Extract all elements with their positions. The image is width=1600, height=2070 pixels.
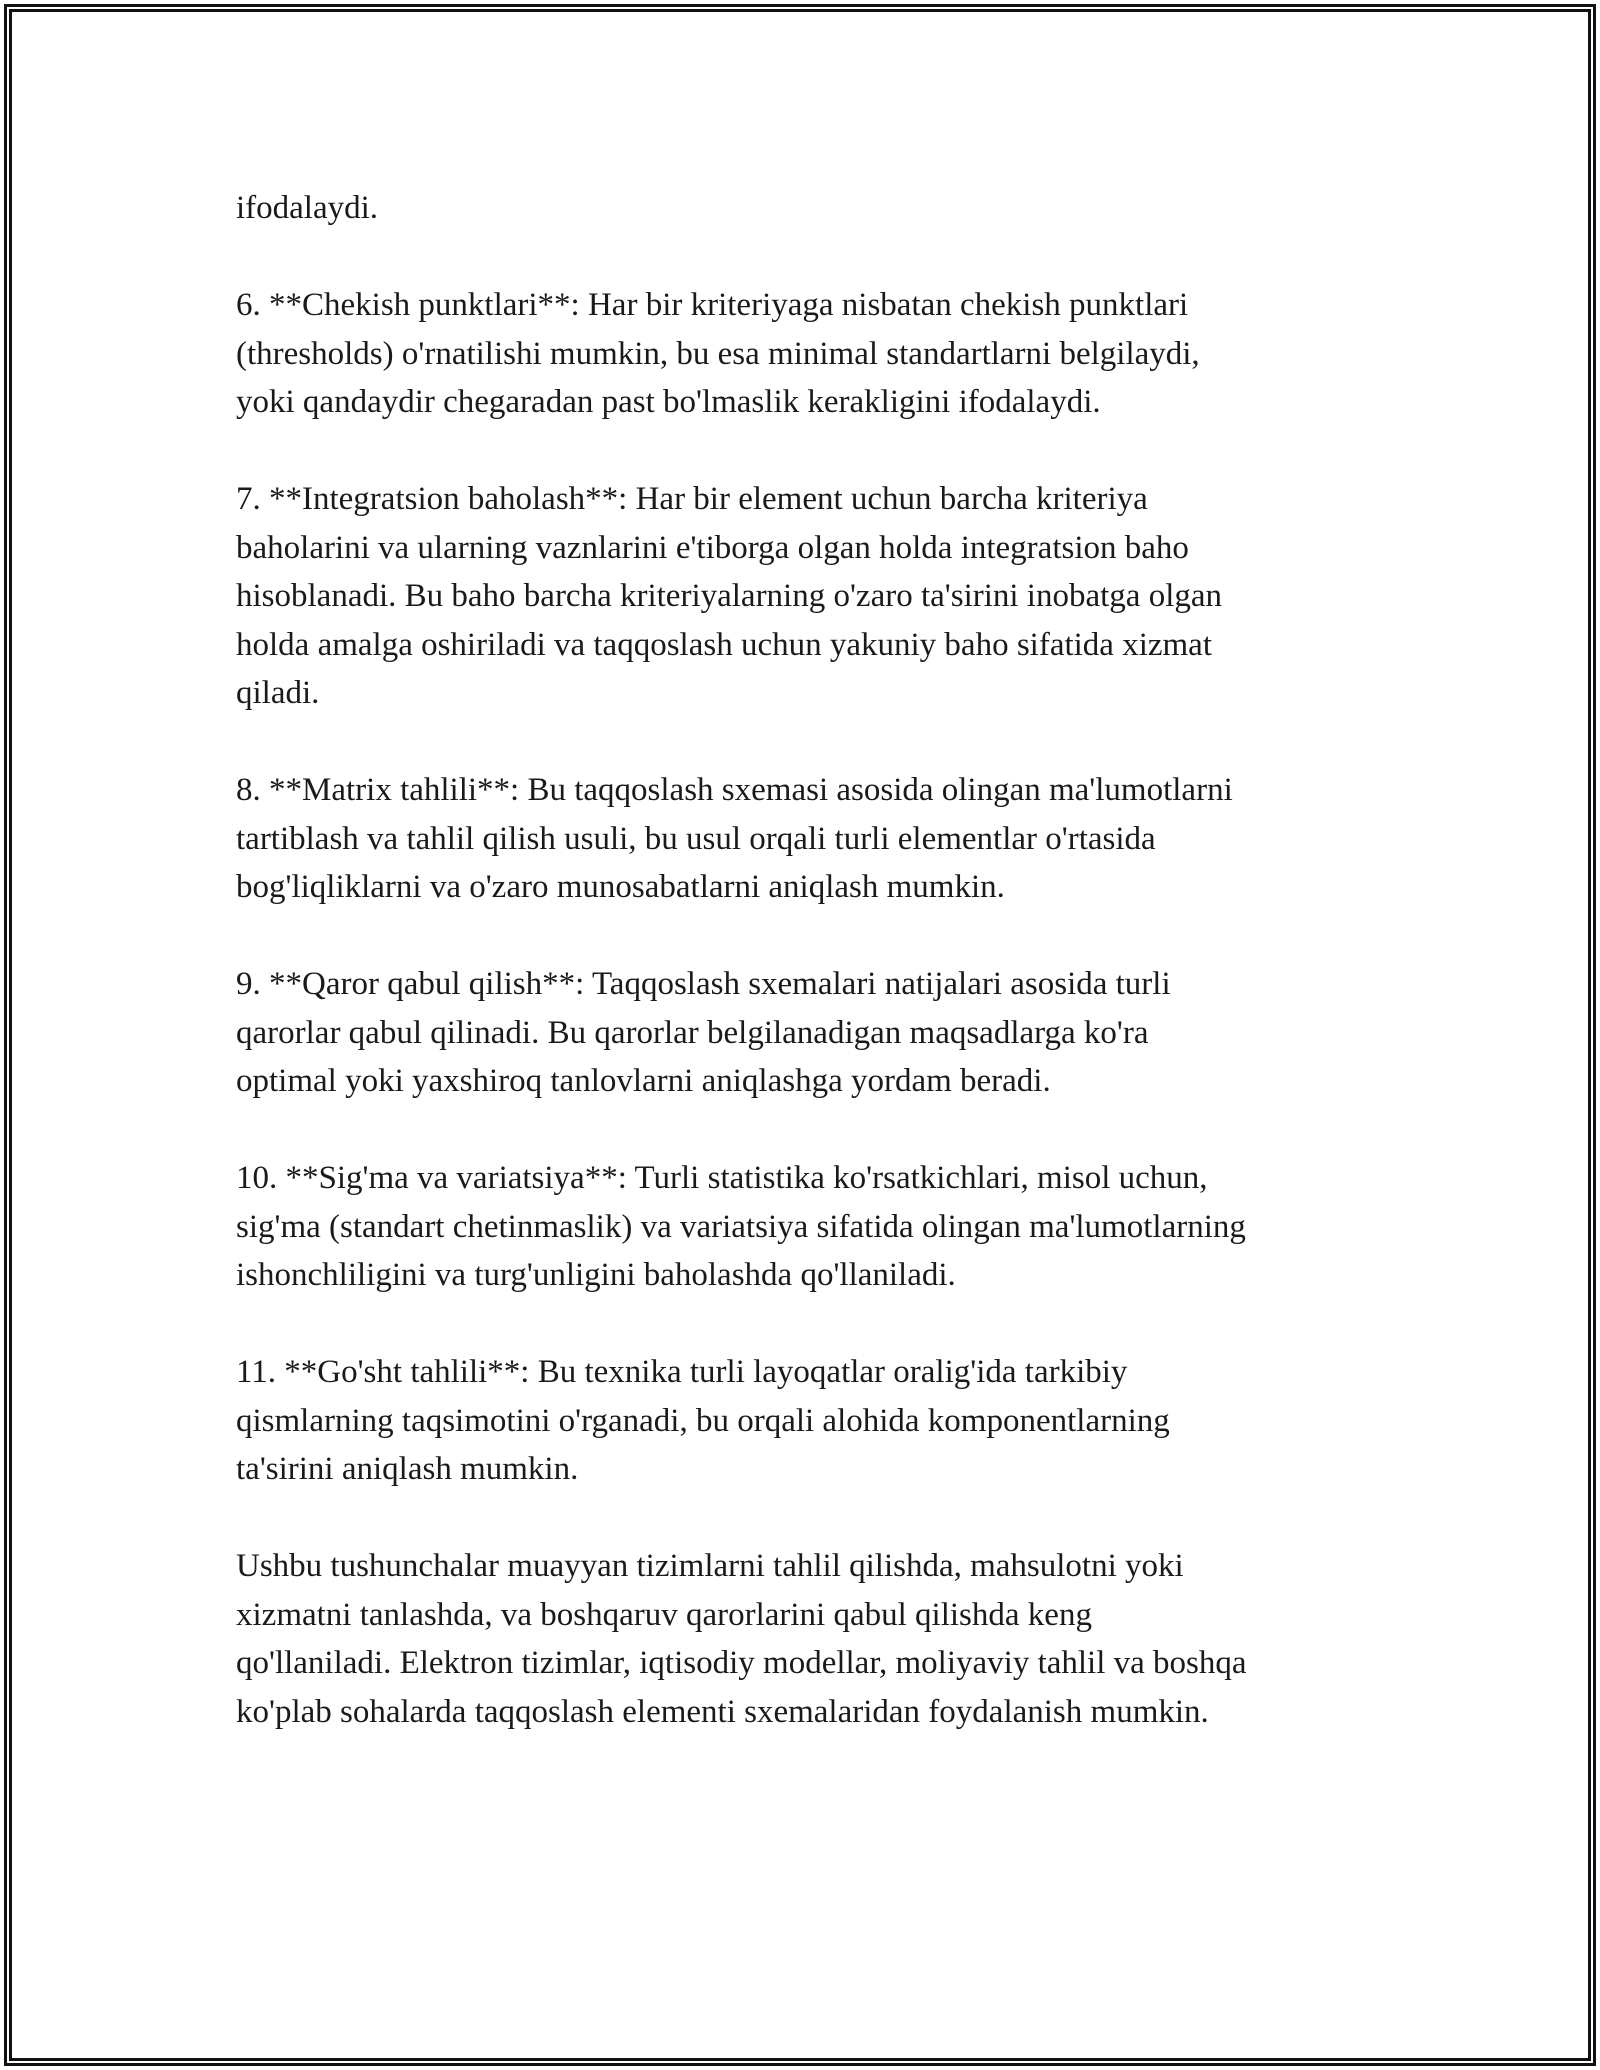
text-line: bog'liqliklarni va o'zaro munosabatlarni aniqlash mumkin. xyxy=(236,869,1005,905)
paragraph xyxy=(236,475,1386,718)
text-line: holda amalga oshiriladi va taqqoslash uchun yakuniy baho sifatida xizmat xyxy=(236,626,1212,663)
text-line: ta'sirini aniqlash mumkin. xyxy=(236,1451,579,1487)
text-line: ishonchliligini va turg'unligini baholashda qo'llaniladi. xyxy=(236,1257,956,1293)
text-line: optimal yoki yaxshiroq tanlovlarni aniqlashga yordam beradi. xyxy=(236,1063,1051,1099)
paragraph xyxy=(236,1154,1386,1300)
document-body xyxy=(236,184,1386,1736)
text-line: 9. **Qaror qabul qilish**: Taqqoslash sxemalari natijalari asosida turli xyxy=(236,966,1171,1002)
text-line: yoki qandaydir chegaradan past bo'lmaslik kerakligini ifodalaydi. xyxy=(236,384,1101,420)
paragraph xyxy=(236,1542,1386,1736)
text-line: ifodalaydi. xyxy=(236,190,379,226)
text-line: qarorlar qabul qilinadi. Bu qarorlar belgilanadigan maqsadlarga ko'ra xyxy=(236,1014,1149,1051)
text-line: 7. **Integratsion baholash**: Har bir element uchun barcha kriteriya xyxy=(236,481,1148,517)
text-line: baholarini va ularning vaznlarini e'tiborga olgan holda integratsion baho xyxy=(236,529,1189,566)
paragraph xyxy=(236,960,1386,1106)
text-line: qiladi. xyxy=(236,675,320,711)
text-line: hisoblanadi. Bu baho barcha kriteriyalarning o'zaro ta'sirini inobatga olgan xyxy=(236,578,1223,614)
text-line: 11. **Go'sht tahlili**: Bu texnika turli layoqatlar oralig'ida tarkibiy xyxy=(236,1354,1128,1390)
paragraph xyxy=(236,1348,1386,1494)
text-line: 8. **Matrix tahlili**: Bu taqqoslash sxemasi asosida olingan ma'lumotlarni xyxy=(236,772,1233,808)
text-line: Ushbu tushunchalar muayyan tizimlarni tahlil qilishda, mahsulotni yoki xyxy=(236,1548,1184,1584)
text-line: xizmatni tanlashda, va boshqaruv qarorlarini qabul qilishda keng xyxy=(236,1596,1092,1633)
text-line: 6. **Chekish punktlari**: Har bir kriteriyaga nisbatan chekish punktlari xyxy=(236,287,1189,323)
text-line: qo'llaniladi. Elektron tizimlar, iqtisodiy modellar, moliyaviy tahlil va boshqa xyxy=(236,1645,1247,1681)
text-line: tartiblash va tahlil qilish usuli, bu usul orqali turli elementlar o'rtasida xyxy=(236,820,1156,857)
paragraph xyxy=(236,184,1386,233)
text-line: (thresholds) o'rnatilishi mumkin, bu esa minimal standartlarni belgilaydi, xyxy=(236,335,1200,372)
paragraph xyxy=(236,766,1386,912)
text-line: ko'plab sohalarda taqqoslash elementi sxemalaridan foydalanish mumkin. xyxy=(236,1693,1209,1730)
paragraph xyxy=(236,281,1386,427)
text-line: 10. **Sig'ma va variatsiya**: Turli statistika ko'rsatkichlari, misol uchun, xyxy=(236,1160,1208,1196)
text-line: sig'ma (standart chetinmaslik) va variatsiya sifatida olingan ma'lumotlarning xyxy=(236,1208,1246,1245)
text-line: qismlarning taqsimotini o'rganadi, bu orqali alohida komponentlarning xyxy=(236,1402,1170,1439)
